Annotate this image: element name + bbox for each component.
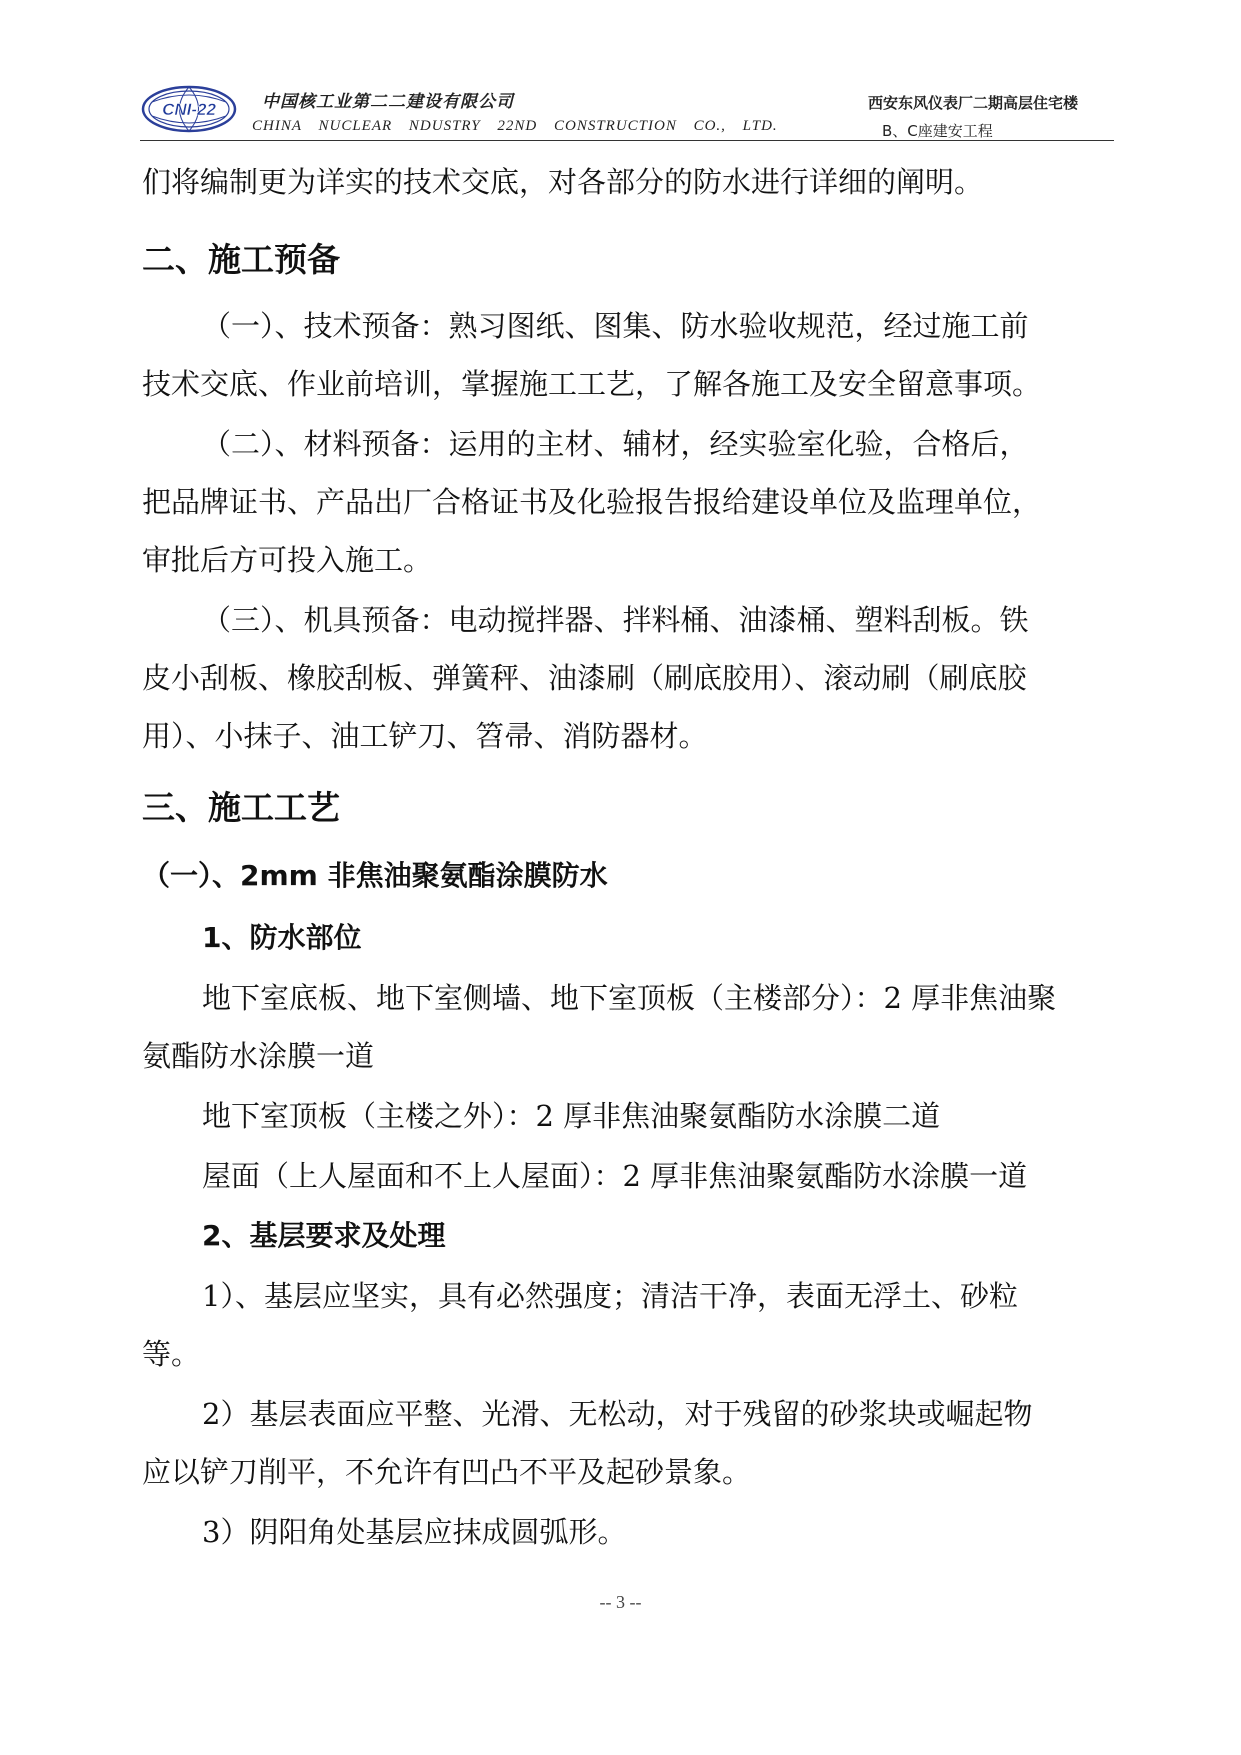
paragraph-base-req1-line2: 等。 [142,1337,201,1371]
logo-text: CNI-22 [162,100,216,119]
paragraph-waterproof-line1: 地下室底板、地下室侧墙、地下室顶板（主楼部分）：2 厚非焦油聚 [202,981,1057,1015]
project-name-cn: 西安东风仪表厂二期高层住宅楼 [867,94,1078,112]
section-heading-3: 三、施工工艺 [142,788,340,827]
paragraph-waterproof-roof: 屋面（上人屋面和不上人屋面）：2 厚非焦油聚氨酯防水涂膜一道 [202,1159,1028,1193]
paragraph-base-req1-line1: 1）、基层应坚实，具有必然强度；清洁干净，表面无浮土、砂粒 [202,1279,1018,1313]
paragraph-tech-prep-line2: 技术交底、作业前培训，掌握施工工艺，了解各施工及安全留意事项。 [142,367,1042,401]
paragraph-base-req2-line2: 应以铲刀削平，不允许有凹凸不平及起砂景象。 [142,1455,752,1489]
paragraph-continuation: 们将编制更为详实的技术交底，对各部分的防水进行详细的阐明。 [142,165,984,199]
paragraph-waterproof-roof-slab: 地下室顶板（主楼之外）：2 厚非焦油聚氨酯防水涂膜二道 [202,1099,941,1133]
paragraph-base-req2-line1: 2）基层表面应平整、光滑、无松动，对于残留的砂浆块或崛起物 [202,1397,1033,1431]
item-heading-1: 1、防水部位 [202,921,362,954]
section-heading-2: 二、施工预备 [142,240,340,279]
company-name-en: CHINA NUCLEAR NDUSTRY 22ND CONSTRUCTION CO., LTD. [252,118,778,134]
project-subtitle: B、C座建安工程 [882,122,993,140]
item-heading-2: 2、基层要求及处理 [202,1219,446,1252]
subsection-heading-1: （一）、2mm 非焦油聚氨酯涂膜防水 [142,859,608,892]
paragraph-material-prep-line3: 审批后方可投入施工。 [142,543,433,577]
company-name-cn: 中国核工业第二二建设有限公司 [262,92,514,112]
paragraph-waterproof-line2: 氨酯防水涂膜一道 [142,1039,375,1073]
paragraph-base-req3: 3）阴阳角处基层应抹成圆弧形。 [202,1515,627,1549]
paragraph-material-prep-line2: 把品牌证书、产品出厂合格证书及化验报告报给建设单位及监理单位， [142,485,1042,519]
paragraph-tools-prep-line3: 用）、小抹子、油工铲刀、笤帚、消防器材。 [142,719,708,753]
paragraph-material-prep-line1: （二）、材料预备：运用的主材、辅材，经实验室化验，合格后， [202,427,1029,461]
company-logo [140,84,238,134]
paragraph-tools-prep-line1: （三）、机具预备：电动搅拌器、拌料桶、油漆桶、塑料刮板。铁 [202,603,1029,637]
paragraph-tools-prep-line2: 皮小刮板、橡胶刮板、弹簧秤、油漆刷（刷底胶用）、滚动刷（刷底胶 [142,661,1027,695]
paragraph-tech-prep-line1: （一）、技术预备：熟习图纸、图集、防水验收规范，经过施工前 [202,309,1029,343]
page-header [140,80,1110,142]
page-number: -- 3 -- [599,1592,642,1612]
header-divider [140,140,1114,141]
